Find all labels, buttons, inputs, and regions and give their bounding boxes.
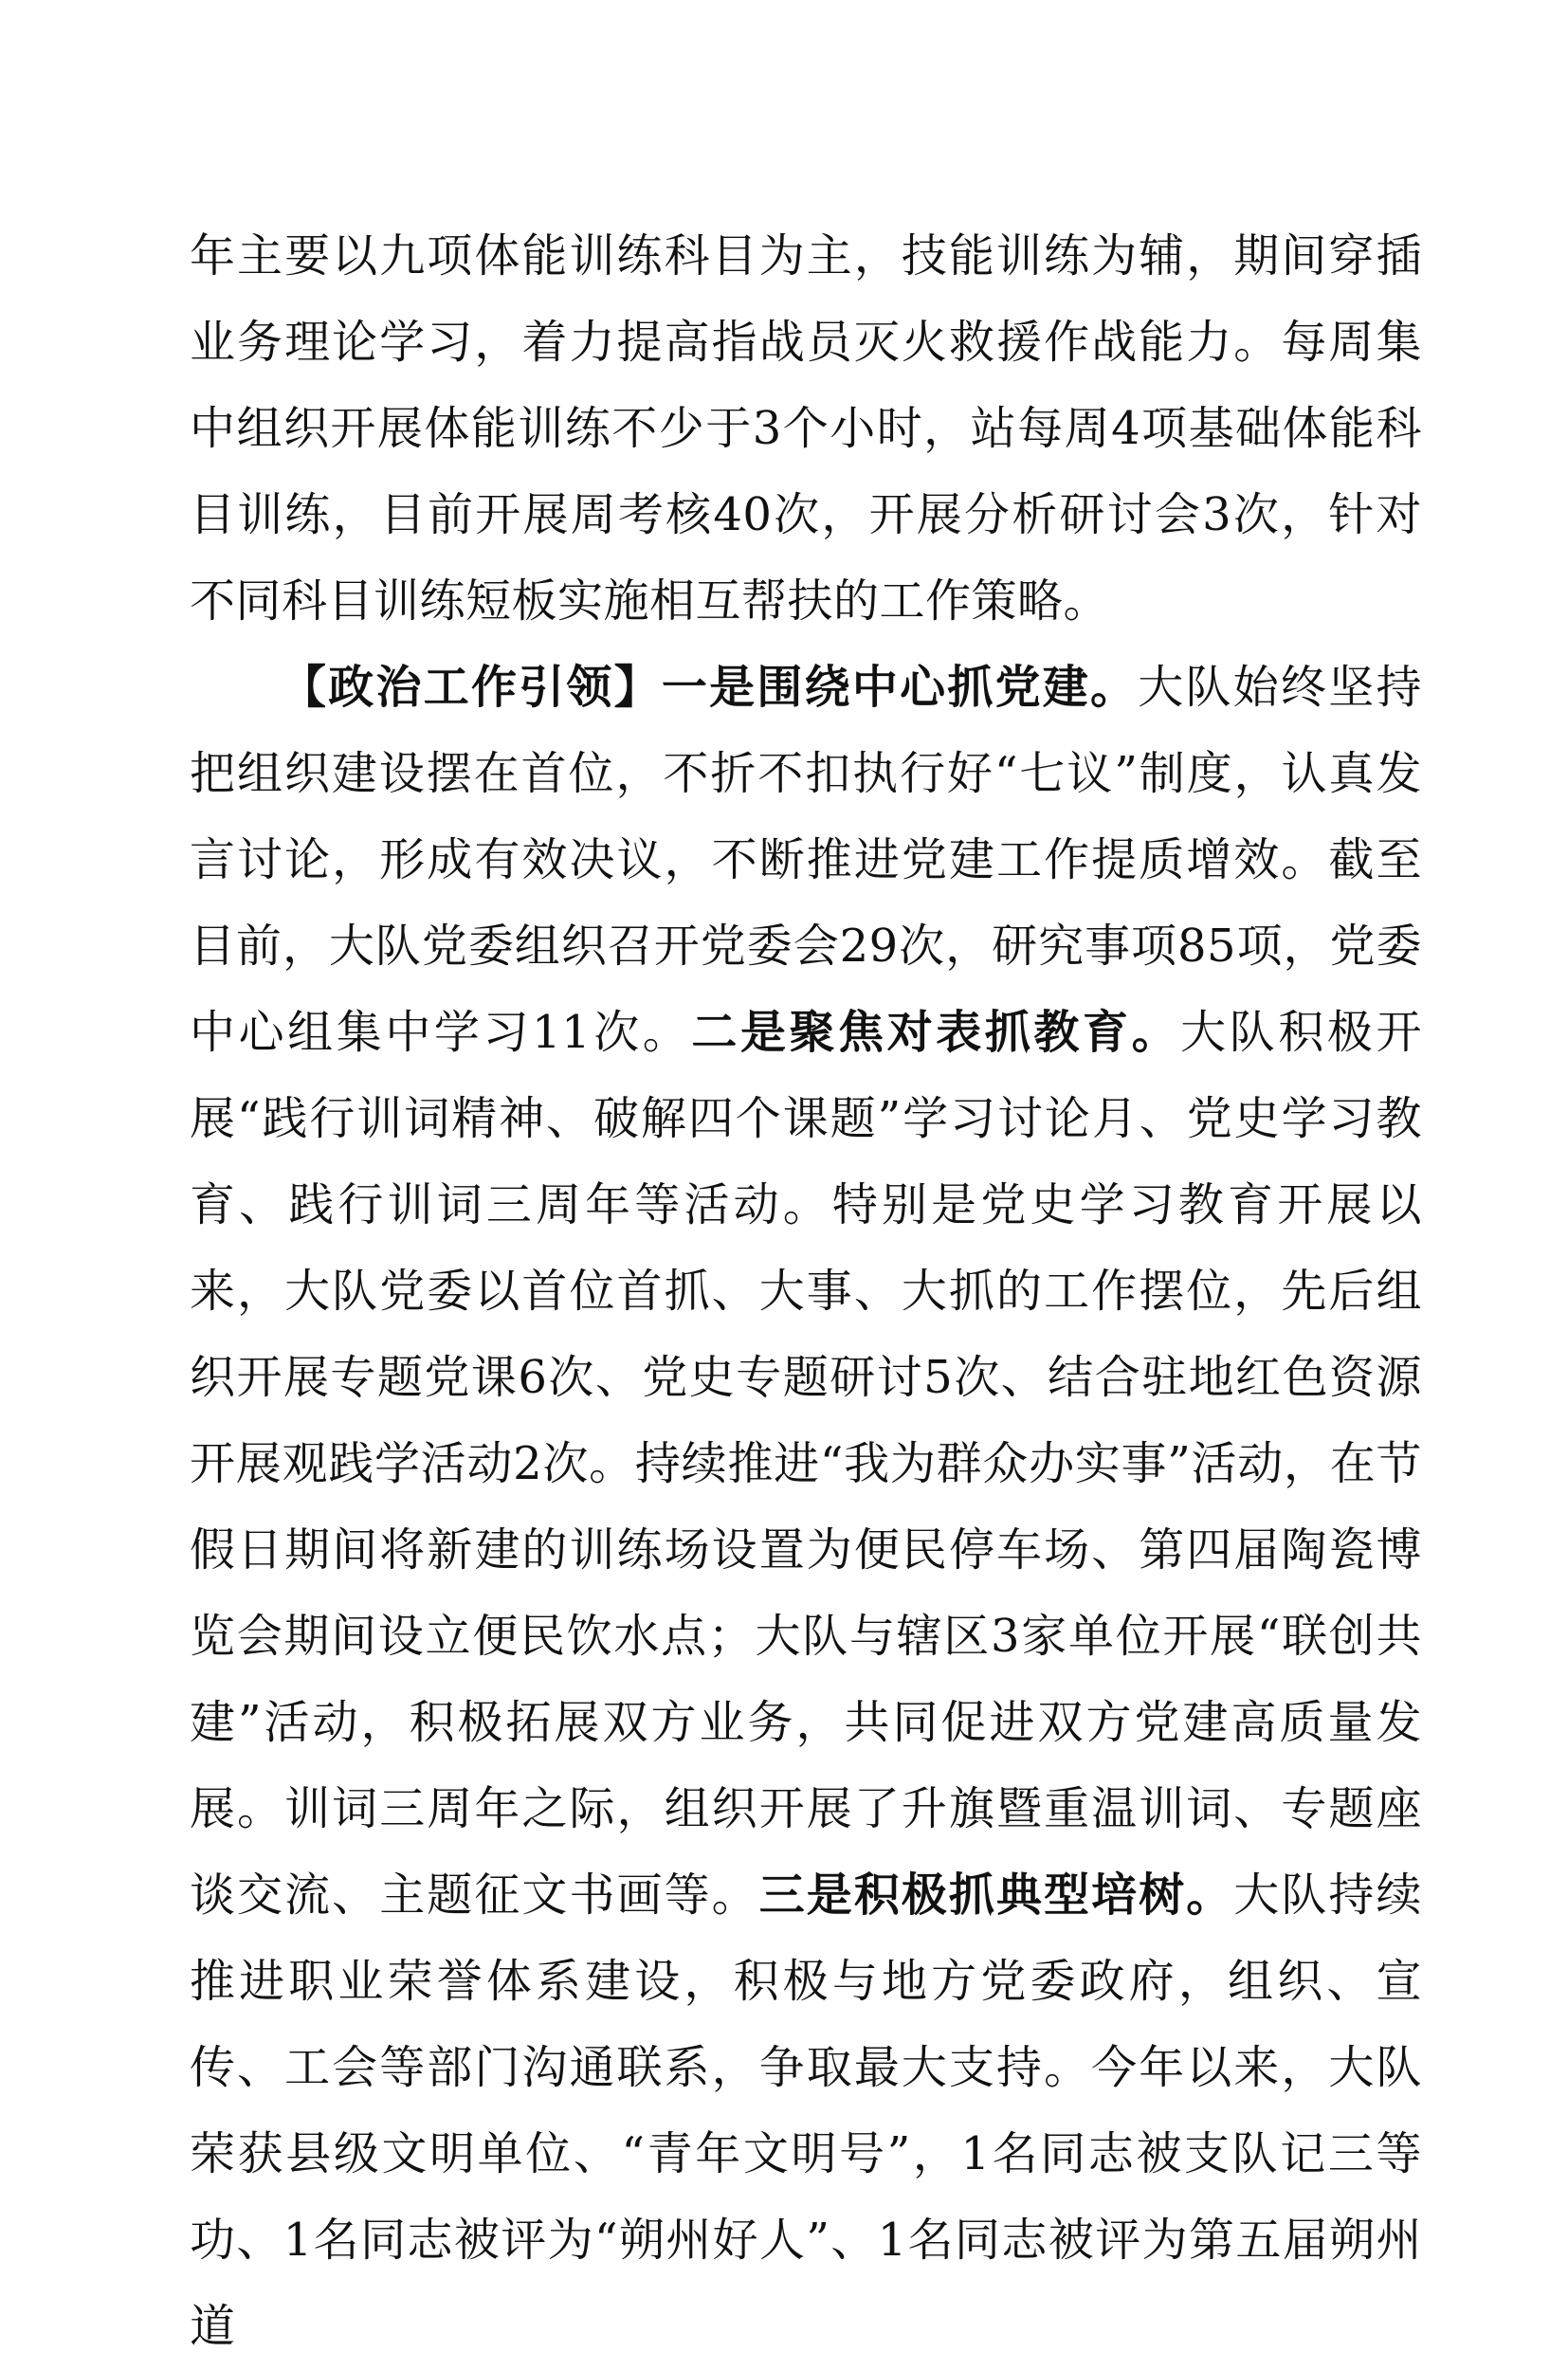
paragraph-political-work (190, 645, 1422, 2370)
text-segment: 大队持续推进职业荣誉体系建设，积极与地方党委政府，组织、宣传、工会等部门沟通联系，争取最大支持。今年以来，大队荣获县级文明单位、“青年文明号”，1名同志被支队记三等功、1名同志被评为“朔州好人”、1名同志被评为第五届朔州道 (190, 1869, 1422, 2353)
bold-heading-party-building: 【政治工作引领】一是围绕中心抓党建。 (281, 661, 1139, 714)
paragraph-training (190, 213, 1422, 645)
text-segment: 大队始终坚持把组织建设摆在首位，不折不扣执行好“七议”制度，认真发言讨论，形成有效决议，不断推进党建工作提质增效。截至目前，大队党委组织召开党委会29次，研究事项85项，党委中心组集中学习11次。 (190, 661, 1422, 1059)
text-segment: 年主要以九项体能训练科目为主，技能训练为辅，期间穿插业务理论学习，着力提高指战员灭火救援作战能力。每周集中组织开展体能训练不少于3个小时，站每周4项基础体能科目训练，目前开展周考核40次，开展分析研讨会3次，针对不同科目训练短板实施相互帮扶的工作策略。 (190, 229, 1422, 628)
text-segment: 大队积极开展“践行训词精神、破解四个课题”学习讨论月、党史学习教育、践行训词三周年等活动。特别是党史学习教育开展以来，大队党委以首位首抓、大事、大抓的工作摆位，先后组织开展专题党课6次、党史专题研讨5次、结合驻地红色资源开展观践学活动2次。持续推进“我为群众办实事”活动，在节假日期间将新建的训练场设置为便民停车场、第四届陶瓷博览会期间设立便民饮水点；大队与辖区3家单位开展“联创共建”活动，积极拓展双方业务，共同促进双方党建高质量发展。训词三周年之际，组织开展了升旗暨重温训词、专题座谈交流、主题征文书画等。 (190, 1006, 1422, 1922)
bold-heading-education: 二是聚焦对表抓教育。 (691, 1006, 1181, 1059)
bold-heading-role-models: 三是积极抓典型培树。 (758, 1869, 1234, 1922)
